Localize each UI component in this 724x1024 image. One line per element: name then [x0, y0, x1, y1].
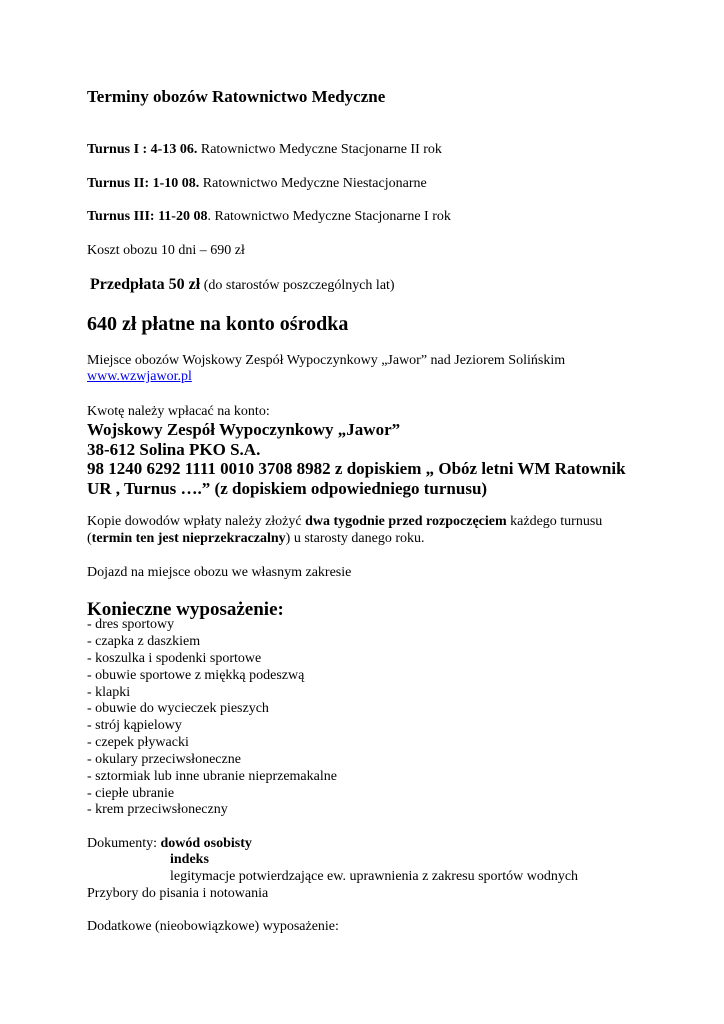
wyposazenie-item: - sztormiak lub inne ubranie nieprzemakalne	[87, 769, 337, 784]
dojazd-text: Dojazd na miejsce obozu we własnym zakresie	[87, 565, 352, 580]
platne-heading: 640 zł płatne na konto ośrodka	[87, 313, 349, 335]
www-link[interactable]: www.wzwjawor.pl	[87, 369, 192, 384]
przedplata-text	[90, 277, 395, 293]
konto-line-1: Wojskowy Zespół Wypoczynkowy „Jawor”	[87, 420, 401, 439]
dokumenty-label: Dokumenty:	[87, 836, 161, 851]
turnus-1-label: Turnus I : 4-13 06.	[87, 142, 198, 157]
miejsce-text: Miejsce obozów Wojskowy Zespół Wypoczynkowy „Jawor” nad Jeziorem Solińskim	[87, 353, 566, 368]
konto-line-2: 38-612 Solina PKO S.A.	[87, 440, 261, 459]
turnus-1-desc: Ratownictwo Medyczne Stacjonarne II rok	[197, 142, 442, 157]
dokumenty-legitymacje: legitymacje potwierdzające ew. uprawnienia z zakresu sportów wodnych	[170, 869, 579, 884]
wyposazenie-item: - okulary przeciwsłoneczne	[87, 752, 241, 767]
kopie-l1c: każdego turnusu	[506, 514, 603, 529]
wyposazenie-item: - obuwie do wycieczek pieszych	[87, 701, 269, 716]
page-title: Terminy obozów Ratownictwo Medyczne	[87, 87, 386, 106]
turnus-2	[87, 177, 427, 191]
kwote-text: Kwotę należy wpłacać na konto:	[87, 404, 270, 419]
kopie-l2a: (	[87, 531, 92, 546]
kopie-l1b: dwa tygodnie przed rozpoczęciem	[305, 514, 507, 529]
wyposazenie-item: - czepek pływacki	[87, 735, 189, 750]
przedplata-rest: (do starostów poszczególnych lat)	[200, 278, 395, 293]
przybory-text: Przybory do pisania i notowania	[87, 886, 269, 901]
dokumenty-dowod: dowód osobisty	[160, 836, 252, 851]
turnus-3-desc: . Ratownictwo Medyczne Stacjonarne I rok	[207, 209, 451, 224]
dokumenty-indeks: indeks	[170, 852, 209, 867]
turnus-2-desc: Ratownictwo Medyczne Niestacjonarne	[199, 176, 427, 191]
turnus-1	[87, 143, 442, 157]
wyposazenie-item: - klapki	[87, 685, 131, 700]
konto-line-4: UR , Turnus ….” (z dopiskiem odpowiedniego turnusu)	[87, 479, 488, 498]
wyposazenie-item: - dres sportowy	[87, 617, 175, 632]
kopie-line-1	[87, 515, 602, 529]
dodatkowe-text: Dodatkowe (nieobowiązkowe) wyposażenie:	[87, 919, 339, 934]
turnus-2-label: Turnus II: 1-10 08.	[87, 176, 200, 191]
wyposazenie-item: - krem przeciwsłoneczny	[87, 802, 228, 817]
kopie-line-2	[87, 532, 424, 546]
dokumenty-line	[87, 837, 252, 851]
wyposazenie-item: - strój kąpielowy	[87, 718, 182, 733]
turnus-3	[87, 210, 451, 224]
wyposazenie-item: - ciepłe ubranie	[87, 786, 175, 801]
kopie-l2c: ) u starosty danego roku.	[285, 531, 425, 546]
koszt-text: Koszt obozu 10 dni – 690 zł	[87, 243, 245, 258]
wyposazenie-item: - obuwie sportowe z miękką podeszwą	[87, 668, 305, 683]
www-line	[87, 370, 192, 384]
wyposazenie-item: - czapka z daszkiem	[87, 634, 201, 649]
przedplata-bold: Przedpłata 50 zł	[90, 276, 201, 293]
wyposazenie-heading: Konieczne wyposażenie:	[87, 599, 284, 620]
kopie-l1a: Kopie dowodów wpłaty należy złożyć	[87, 514, 306, 529]
turnus-3-label: Turnus III: 11-20 08	[87, 209, 208, 224]
kopie-l2b: termin ten jest nieprzekraczalny	[91, 531, 286, 546]
konto-line-3: 98 1240 6292 1111 0010 3708 8982 z dopiskiem „ Obóz letni WM Ratownik	[87, 459, 626, 478]
wyposazenie-item: - koszulka i spodenki sportowe	[87, 651, 262, 666]
